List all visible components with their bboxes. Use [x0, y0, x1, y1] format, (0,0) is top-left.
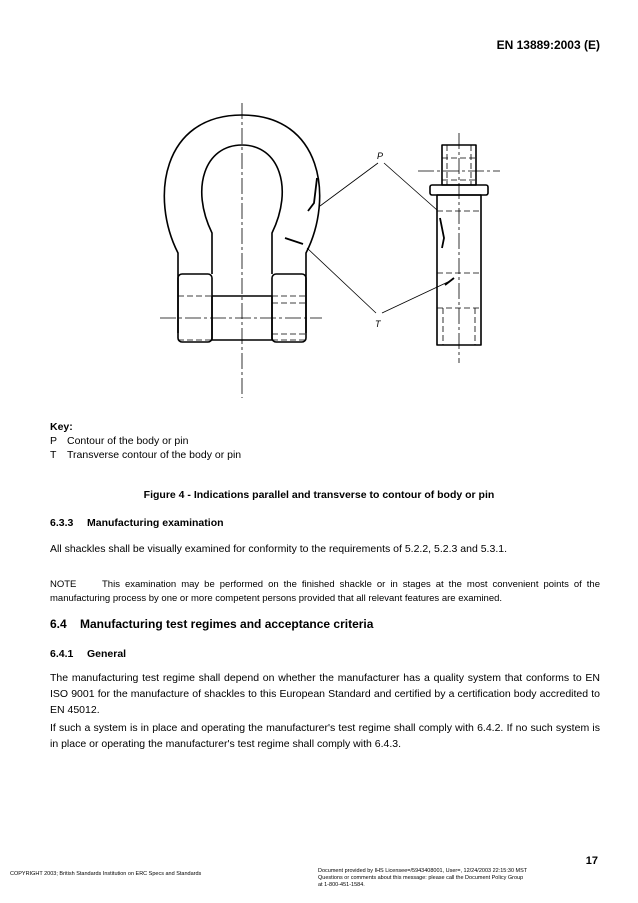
heading-6-3-3: [50, 517, 224, 529]
provided-line: Document provided by IHS Licensee=/5943408001, User=, 12/24/2003 22:15:30 MST: [318, 868, 528, 874]
shackle-figure: [150, 98, 510, 403]
heading-number: 6.4: [50, 617, 67, 631]
key-item: [50, 434, 241, 448]
paragraph-quality-system: If such a system is in place and operating the manufacturer's test regime shall comply with 6.4.2. If no such system is in place or operating the manufacturer's test regime shall comply with 6.4.3.: [50, 722, 600, 750]
mark-parallel-bow: [308, 178, 317, 211]
mark-transverse-bow: [285, 238, 303, 244]
heading-6-4: [50, 617, 373, 631]
page-number: 17: [585, 855, 598, 867]
paragraph-examination: All shackles shall be visually examined for conformity to the requirements of 5.2.2, 5.2.3 and 5.3.1.: [50, 543, 507, 555]
label-t: T: [375, 319, 381, 329]
key-text: Transverse contour of the body or pin: [67, 449, 242, 461]
key-symbol: P: [50, 435, 58, 447]
provided-line: Questions or comments about this message: please call the Document Policy Group: [318, 875, 524, 881]
document-id: EN 13889:2003 (E): [496, 38, 600, 52]
key-item: [50, 448, 241, 462]
copyright-notice: COPYRIGHT 2003; British Standards Institution on ERC Specs and Standards: [10, 871, 202, 877]
paragraph-test-regime: The manufacturing test regime shall depend on whether the manufacturer has a quality system that conforms to EN ISO 9001 for the manufacture of shackles to this European Standard and certified by a certification body accredited to EN 45012.: [50, 672, 600, 716]
shackle-right-leg: [272, 274, 306, 342]
label-p: P: [377, 151, 384, 161]
provided-line: at 1-800-451-1584.: [318, 882, 365, 888]
key-title: Key:: [50, 421, 73, 433]
key-symbol: T: [50, 449, 57, 461]
figure-key: [50, 420, 241, 462]
figure-caption: Figure 4 - Indications parallel and transverse to contour of body or pin: [143, 489, 495, 501]
heading-title: Manufacturing examination: [87, 517, 224, 529]
mark-parallel-pin: [440, 218, 444, 248]
heading-number: 6.4.1: [50, 648, 74, 660]
heading-6-4-1: [50, 648, 126, 660]
heading-title: Manufacturing test regimes and acceptance criteria: [80, 617, 374, 631]
heading-title: General: [87, 648, 127, 660]
key-text: Contour of the body or pin: [67, 435, 189, 447]
note: [50, 578, 600, 606]
provided-by-notice: [318, 868, 527, 889]
note-label: NOTE: [50, 579, 77, 590]
shackle-left-leg: [178, 274, 212, 342]
heading-number: 6.3.3: [50, 517, 74, 529]
note-text: This examination may be performed on the finished shackle or in stages at the most convenient points of the manufacturing process by one or more competent persons provided that all relevant features are examined.: [50, 579, 600, 604]
